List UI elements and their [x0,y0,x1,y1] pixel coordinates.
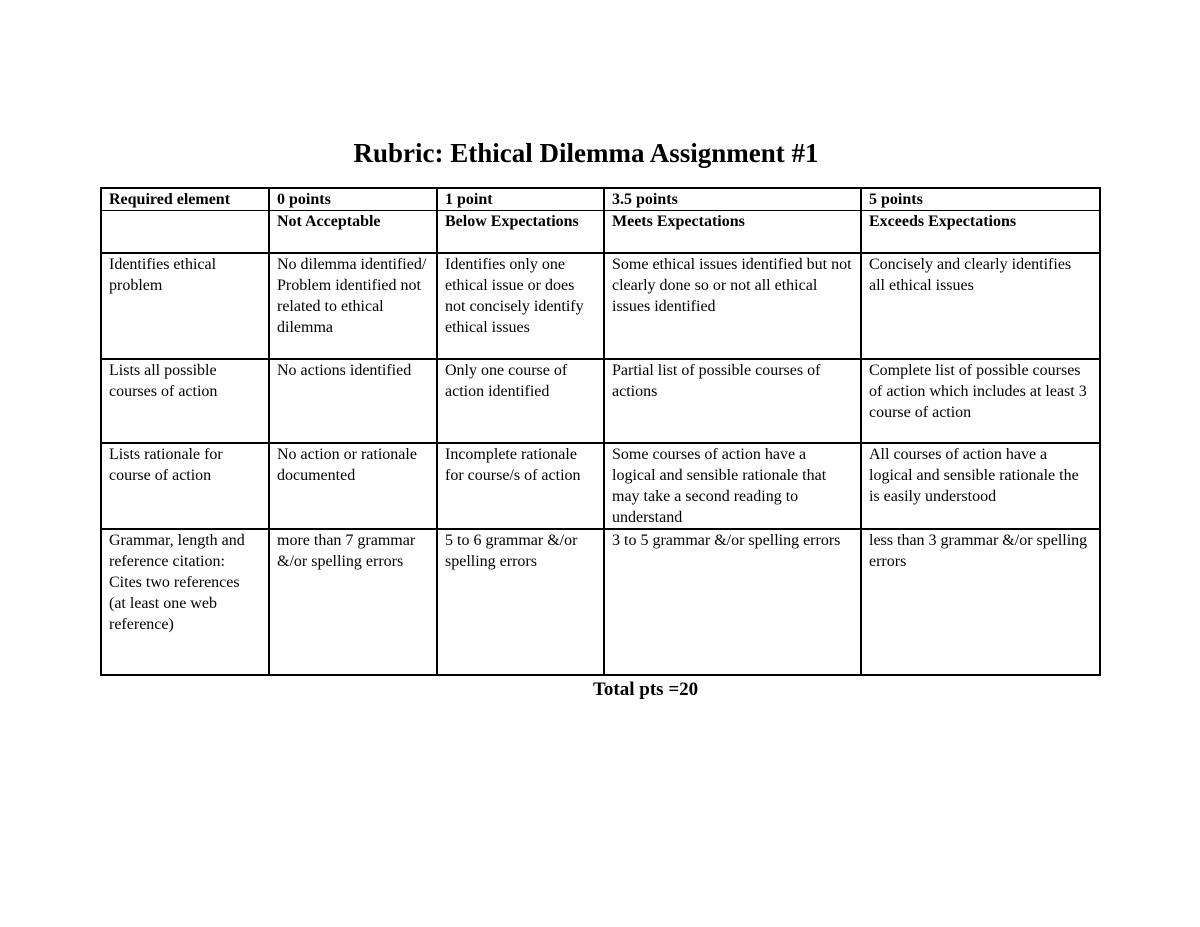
header-3-5-points: 3.5 points [604,188,861,211]
header-exceeds-expectations: Exceeds Expectations [861,211,1100,253]
header-required-element: Required element [101,188,269,211]
exceeds-expectations-cell: Complete list of possible courses of action which includes at least 3 course of action [861,359,1100,443]
meets-expectations-cell: Some ethical issues identified but not clearly done so or not all ethical issues identified [604,253,861,359]
required-element-cell: Identifies ethical problem [101,253,269,359]
header-below-expectations: Below Expectations [437,211,604,253]
exceeds-expectations-cell: less than 3 grammar &/or spelling errors [861,529,1100,675]
meets-expectations-cell: Some courses of action have a logical and sensible rationale that may take a second reading to understand [604,443,861,529]
exceeds-expectations-cell: Concisely and clearly identifies all ethical issues [861,253,1100,359]
required-element-cell: Lists all possible courses of action [101,359,269,443]
not-acceptable-cell: more than 7 grammar &/or spelling errors [269,529,437,675]
required-element-cell: Grammar, length and reference citation: Cites two references (at least one web reference) [101,529,269,675]
header-5-points: 5 points [861,188,1100,211]
below-expectations-cell: 5 to 6 grammar &/or spelling errors [437,529,604,675]
table-row [101,529,1100,675]
page-title: Rubric: Ethical Dilemma Assignment #1 [353,138,819,168]
header-1-point: 1 point [437,188,604,211]
header-not-acceptable: Not Acceptable [269,211,437,253]
below-expectations-cell: Only one course of action identified [437,359,604,443]
meets-expectations-cell: Partial list of possible courses of actions [604,359,861,443]
table-row [101,359,1100,443]
header-0-points: 0 points [269,188,437,211]
exceeds-expectations-cell: All courses of action have a logical and sensible rationale the is easily understood [861,443,1100,529]
not-acceptable-cell: No actions identified [269,359,437,443]
below-expectations-cell: Incomplete rationale for course/s of action [437,443,604,529]
not-acceptable-cell: No action or rationale documented [269,443,437,529]
meets-expectations-cell: 3 to 5 grammar &/or spelling errors [604,529,861,675]
table-row [101,253,1100,359]
header-blank [101,211,269,253]
not-acceptable-cell: No dilemma identified/ Problem identified not related to ethical dilemma [269,253,437,359]
level-header-row [101,211,1100,253]
rubric-table [100,187,1101,676]
points-header-row [101,188,1100,211]
below-expectations-cell: Identifies only one ethical issue or does not concisely identify ethical issues [437,253,604,359]
table-row [101,443,1100,529]
header-meets-expectations: Meets Expectations [604,211,861,253]
total-points: Total pts =20 [593,679,699,700]
required-element-cell: Lists rationale for course of action [101,443,269,529]
